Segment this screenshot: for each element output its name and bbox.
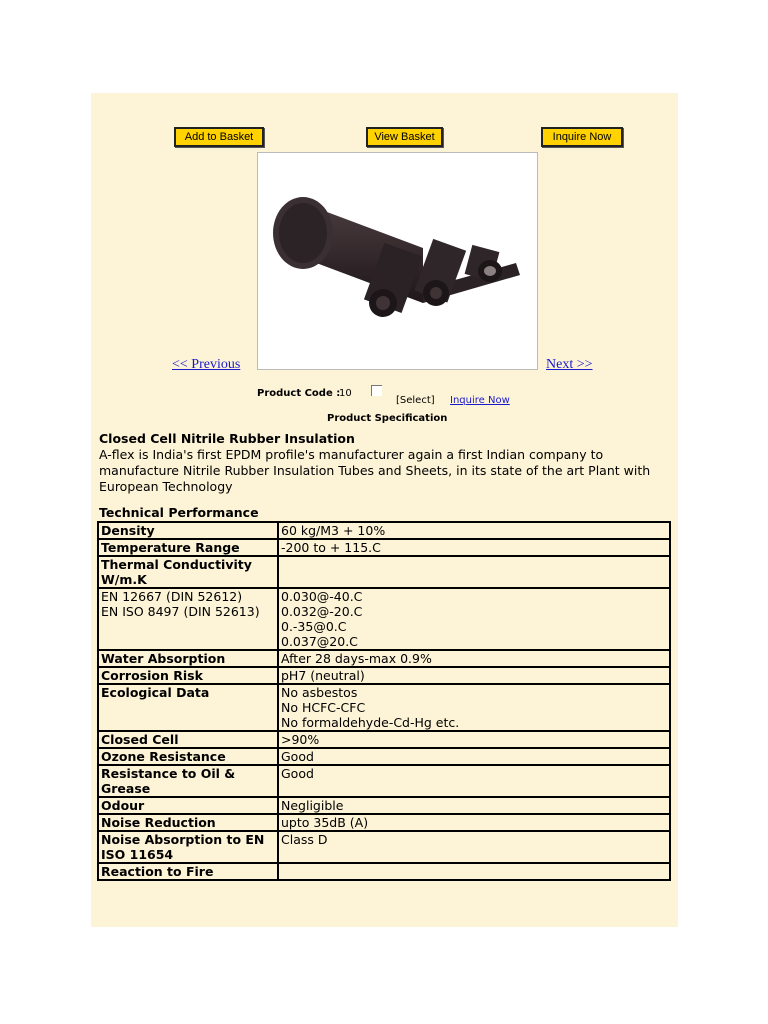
add-to-basket-button[interactable]: Add to Basket [174, 127, 264, 147]
table-row [98, 588, 670, 650]
spec-label: Ozone Resistance [98, 748, 278, 765]
spec-label: Reaction to Fire [98, 863, 278, 880]
spec-value: Good [278, 748, 670, 765]
spec-value: upto 35dB (A) [278, 814, 670, 831]
spec-label: Thermal Conductivity W/m.K [98, 556, 278, 588]
spec-value: No asbestos No HCFC-CFC No formaldehyde-Cd-Hg etc. [278, 684, 670, 731]
spec-label: Density [98, 522, 278, 539]
inquire-now-link[interactable]: Inquire Now [450, 395, 510, 406]
product-description: A-flex is India's first EPDM profile's manufacturer again a first Indian company to manufacture Nitrile Rubber Insulation Tubes and Sheets, in its state of the art Plant with European Technology [99, 447, 651, 494]
table-row [98, 765, 670, 797]
spec-value: Good [278, 765, 670, 797]
spec-value: 0.030@-40.C 0.032@-20.C 0.-35@0.C 0.037@20.C [278, 588, 670, 650]
table-row [98, 814, 670, 831]
table-row [98, 539, 670, 556]
product-code-label: Product Code : [257, 388, 341, 399]
technical-performance-heading: Technical Performance [99, 505, 259, 520]
inquire-now-button[interactable]: Inquire Now [541, 127, 623, 147]
spec-value [278, 863, 670, 880]
spec-label: Corrosion Risk [98, 667, 278, 684]
spec-value: Class D [278, 831, 670, 863]
spec-label: Ecological Data [98, 684, 278, 731]
spec-value: After 28 days-max 0.9% [278, 650, 670, 667]
insulation-roll-illustration [258, 153, 537, 369]
select-label: [Select] [396, 395, 435, 406]
spec-value: 60 kg/M3 + 10% [278, 522, 670, 539]
product-code-value: 10 [339, 388, 352, 399]
spec-label: Resistance to Oil & Grease [98, 765, 278, 797]
previous-link[interactable]: << Previous [172, 357, 241, 372]
select-checkbox[interactable] [371, 385, 382, 396]
spec-table [97, 521, 671, 881]
product-title: Closed Cell Nitrile Rubber Insulation [99, 431, 355, 446]
spec-value: >90% [278, 731, 670, 748]
table-row [98, 863, 670, 880]
table-row [98, 684, 670, 731]
table-row [98, 556, 670, 588]
spec-label: Noise Reduction [98, 814, 278, 831]
table-row [98, 748, 670, 765]
product-image [257, 152, 538, 370]
spec-label: EN 12667 (DIN 52612) EN ISO 8497 (DIN 52613) [98, 588, 278, 650]
spec-label: Closed Cell [98, 731, 278, 748]
spec-label: Noise Absorption to EN ISO 11654 [98, 831, 278, 863]
table-row [98, 731, 670, 748]
view-basket-button[interactable]: View Basket [366, 127, 443, 147]
spec-label: Odour [98, 797, 278, 814]
spec-value: Negligible [278, 797, 670, 814]
table-row [98, 831, 670, 863]
spec-label: Temperature Range [98, 539, 278, 556]
spec-value: -200 to + 115.C [278, 539, 670, 556]
table-row [98, 650, 670, 667]
table-row [98, 797, 670, 814]
spec-value [278, 556, 670, 588]
product-spec-heading: Product Specification [327, 413, 448, 424]
next-link[interactable]: Next >> [546, 357, 593, 372]
spec-label: Water Absorption [98, 650, 278, 667]
spec-value: pH7 (neutral) [278, 667, 670, 684]
table-row [98, 522, 670, 539]
table-row [98, 667, 670, 684]
